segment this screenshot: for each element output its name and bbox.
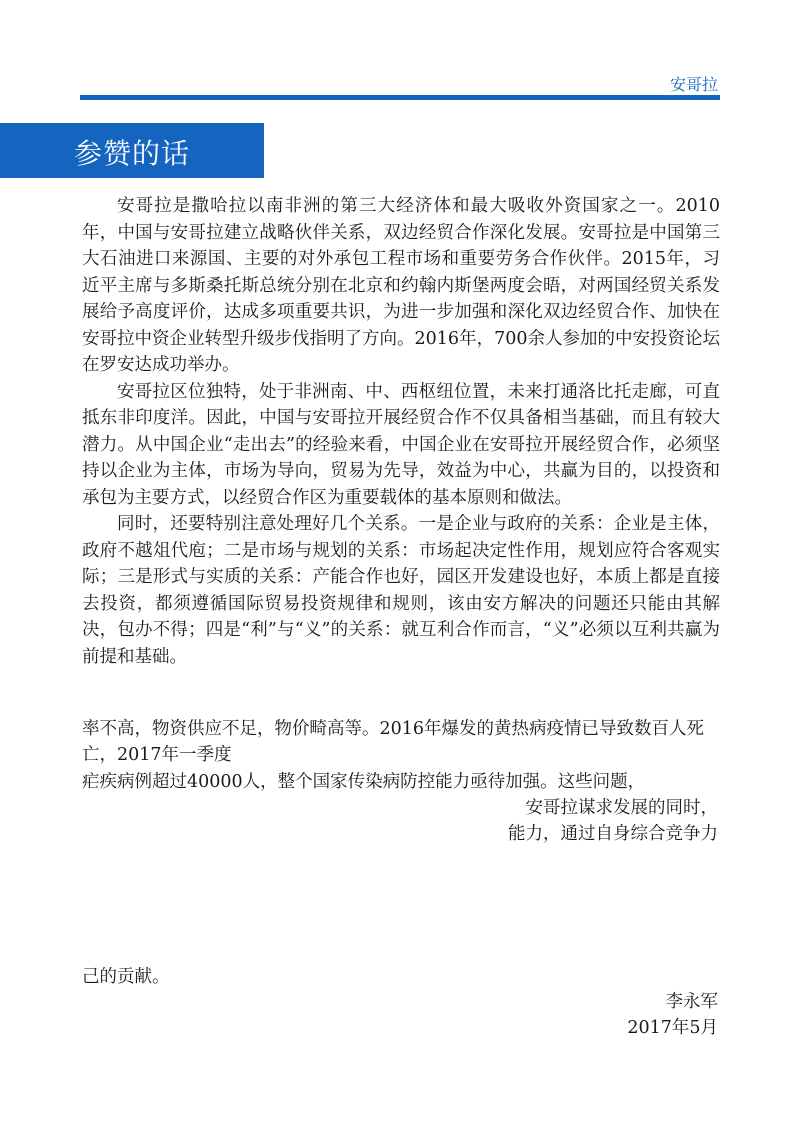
paragraph-1: 安哥拉是撒哈拉以南非洲的第三大经济体和最大吸收外资国家之一。2010年，中国与安哥拉建立战略伙伴关系，双边经贸合作深化发展。安哥拉是中国第三大石油进口来源国、主要的对外承包工程市场和重要劳务合作伙伴。2015年，习近平主席与多斯桑托斯总统分别在北京和约翰内斯堡两度会晤，对两国经贸关系发展给予高度评价，达成多项重要共识，为进一步加强和深化双边经贸合作、加快在安哥拉中资企业转型升级步伐指明了方向。2016年，700余人参加的中安投资论坛在罗安达成功举办。 <box>82 196 720 375</box>
text-fragment-c: 安哥拉谋求发展的同时， <box>525 798 718 818</box>
paragraph-3: 同时，还要特别注意处理好几个关系。一是企业与政府的关系：企业是主体，政府不越俎代庖；二是市场与规划的关系：市场起决定性作用，规划应符合客观实际；三是形式与实质的关系：产能合作也好，园区开发建设也好，本质上都是直接去投资，都须遵循国际贸易投资规律和规则，该由安方解决的问题还只能由其解决，包办不得；四是“利”与“义”的关系：就互利合作而言，“义”必须以互利共赢为前提和基础。 <box>82 514 720 667</box>
signature-date: 2017年5月 <box>627 1018 718 1038</box>
text-fragment-a: 率不高，物资供应不足，物价畸高等。2016年爆发的黄热病疫情已导致数百人死亡，2017年一季度 <box>82 719 705 765</box>
article-body <box>82 193 720 670</box>
header-rule-divider <box>80 95 720 100</box>
paragraph-2: 安哥拉区位独特，处于非洲南、中、西枢纽位置，未来打通洛比托走廊，可直抵东非印度洋。因此，中国与安哥拉开展经贸合作不仅具备相当基础，而且有较大潜力。从中国企业“走出去”的经验来看，中国企业在安哥拉开展经贸合作，必须坚持以企业为主体，市场为导向，贸易为先导，效益为中心，共赢为目的，以投资和承包为主要方式，以经贸合作区为重要载体的基本原则和做法。 <box>82 381 720 508</box>
header-country-label: 安哥拉 <box>669 75 718 94</box>
signature-name: 李永军 <box>665 992 718 1012</box>
text-fragment-b: 疟疾病例超过40000人，整个国家传染病防控能力亟待加强。这些问题， <box>82 772 646 792</box>
text-fragment-e: 己的贡献。 <box>82 967 170 987</box>
section-title: 参赞的话 <box>74 137 191 170</box>
text-fragment-d: 能力，通过自身综合竞争力 <box>508 824 718 844</box>
section-title-banner <box>0 123 264 178</box>
